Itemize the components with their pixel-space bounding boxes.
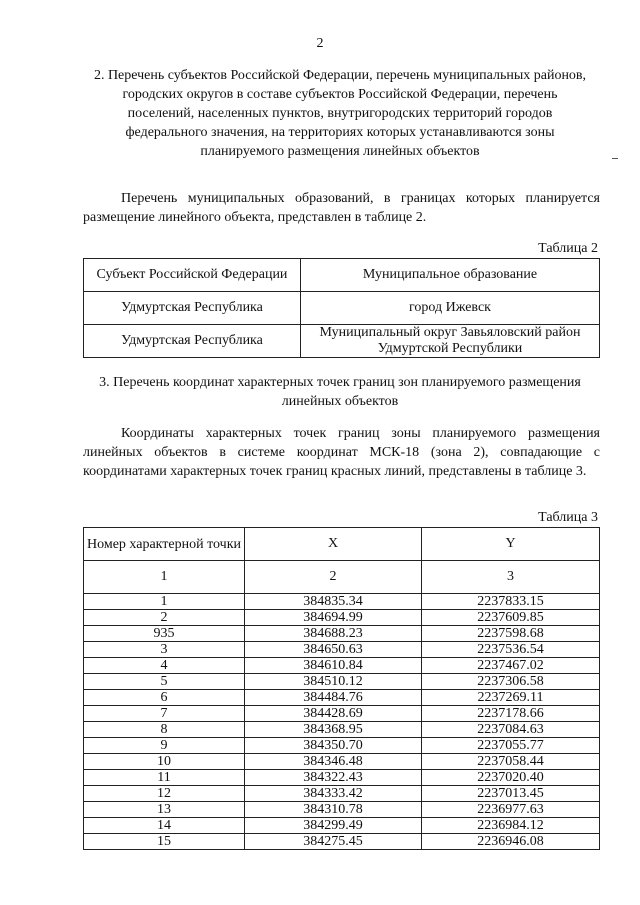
page-number: 2	[316, 36, 324, 51]
table-3-column-number: 3	[422, 561, 600, 594]
point-number: 8	[84, 722, 245, 738]
table-row	[84, 818, 600, 834]
coordinate-x: 384333.42	[245, 786, 422, 802]
table-row	[84, 738, 600, 754]
coordinate-x: 384835.34	[245, 594, 422, 610]
coordinate-y: 2237084.63	[422, 722, 600, 738]
coordinate-y: 2236984.12	[422, 818, 600, 834]
coordinate-y: 2237178.66	[422, 706, 600, 722]
point-number: 9	[84, 738, 245, 754]
coordinate-x: 384275.45	[245, 834, 422, 850]
table-2-cell-subject: Удмуртская Республика	[84, 292, 301, 325]
table-3-column-number-row	[84, 561, 600, 594]
table-row	[84, 754, 600, 770]
section-3-paragraph: Координаты характерных точек границ зоны планируемого размещения линейных объектов в системе координат МСК-18 (зона 2), совпадающие с координатами характерных точек границ красных линий, представлены в таблице 3.	[83, 426, 600, 479]
point-number: 935	[84, 626, 245, 642]
point-number: 6	[84, 690, 245, 706]
table-row	[84, 610, 600, 626]
table-2-cell-municipality: Муниципальный округ Завьяловский район Удмуртской Республики	[301, 325, 600, 358]
table-3-caption: Таблица 3	[538, 510, 598, 525]
point-number: 1	[84, 594, 245, 610]
table-row	[84, 786, 600, 802]
table-3-header-x: X	[245, 528, 422, 561]
table-2-header-municipality: Муниципальное образование	[301, 259, 600, 292]
section-2-heading: 2. Перечень субъектов Российской Федерации, перечень муниципальных районов, городских округов в составе субъектов Российской Федерации, перечень поселений, населенных пунктов, внутригородских территорий городов федерального значения, на территориях которых устанавливаются зоны планируемого размещения линейных объектов	[93, 68, 587, 159]
point-number: 2	[84, 610, 245, 626]
table-row	[84, 325, 600, 358]
coordinate-x: 384610.84	[245, 658, 422, 674]
point-number: 12	[84, 786, 245, 802]
coordinate-x: 384299.49	[245, 818, 422, 834]
coordinate-x: 384428.69	[245, 706, 422, 722]
table-row	[84, 594, 600, 610]
margin-mark	[612, 158, 618, 159]
point-number: 5	[84, 674, 245, 690]
coordinate-y: 2237055.77	[422, 738, 600, 754]
coordinate-x: 384688.23	[245, 626, 422, 642]
coordinate-y: 2237598.68	[422, 626, 600, 642]
table-3-column-number: 1	[84, 561, 245, 594]
coordinate-x: 384484.76	[245, 690, 422, 706]
coordinate-y: 2237269.11	[422, 690, 600, 706]
point-number: 14	[84, 818, 245, 834]
table-2-header-subject: Субъект Российской Федерации	[84, 259, 301, 292]
table-row	[84, 292, 600, 325]
table-3-header-point-number: Номер характерной точки	[84, 528, 245, 561]
table-row	[84, 658, 600, 674]
coordinate-y: 2237013.45	[422, 786, 600, 802]
coordinate-y: 2237609.85	[422, 610, 600, 626]
coordinate-y: 2236946.08	[422, 834, 600, 850]
table-row	[84, 770, 600, 786]
table-row	[84, 802, 600, 818]
coordinate-y: 2237058.44	[422, 754, 600, 770]
section-2-paragraph: Перечень муниципальных образований, в границах которых планируется размещение линейного объекта, представлен в таблице 2.	[83, 191, 600, 225]
coordinate-y: 2237467.02	[422, 658, 600, 674]
table-3-header-row	[84, 528, 600, 561]
coordinate-x: 384650.63	[245, 642, 422, 658]
point-number: 11	[84, 770, 245, 786]
table-2-caption: Таблица 2	[538, 241, 598, 256]
coordinate-y: 2236977.63	[422, 802, 600, 818]
table-row	[84, 642, 600, 658]
coordinate-x: 384350.70	[245, 738, 422, 754]
point-number: 7	[84, 706, 245, 722]
table-2-cell-subject: Удмуртская Республика	[84, 325, 301, 358]
point-number: 10	[84, 754, 245, 770]
coordinate-x: 384322.43	[245, 770, 422, 786]
section-3-heading: 3. Перечень координат характерных точек границ зон планируемого размещения линейных объектов	[99, 375, 581, 409]
table-row	[84, 674, 600, 690]
table-2-cell-municipality: город Ижевск	[301, 292, 600, 325]
table-2-header-row	[84, 259, 600, 292]
coordinate-y: 2237536.54	[422, 642, 600, 658]
table-row	[84, 834, 600, 850]
table-row	[84, 690, 600, 706]
coordinate-x: 384310.78	[245, 802, 422, 818]
table-2	[83, 258, 600, 358]
table-3-header-y: Y	[422, 528, 600, 561]
coordinate-y: 2237306.58	[422, 674, 600, 690]
table-3-column-number: 2	[245, 561, 422, 594]
coordinate-x: 384346.48	[245, 754, 422, 770]
coordinate-x: 384694.99	[245, 610, 422, 626]
coordinate-x: 384368.95	[245, 722, 422, 738]
table-row	[84, 706, 600, 722]
point-number: 15	[84, 834, 245, 850]
coordinate-y: 2237020.40	[422, 770, 600, 786]
table-3	[83, 527, 600, 850]
point-number: 13	[84, 802, 245, 818]
point-number: 4	[84, 658, 245, 674]
coordinate-y: 2237833.15	[422, 594, 600, 610]
coordinate-x: 384510.12	[245, 674, 422, 690]
point-number: 3	[84, 642, 245, 658]
table-row	[84, 626, 600, 642]
table-row	[84, 722, 600, 738]
